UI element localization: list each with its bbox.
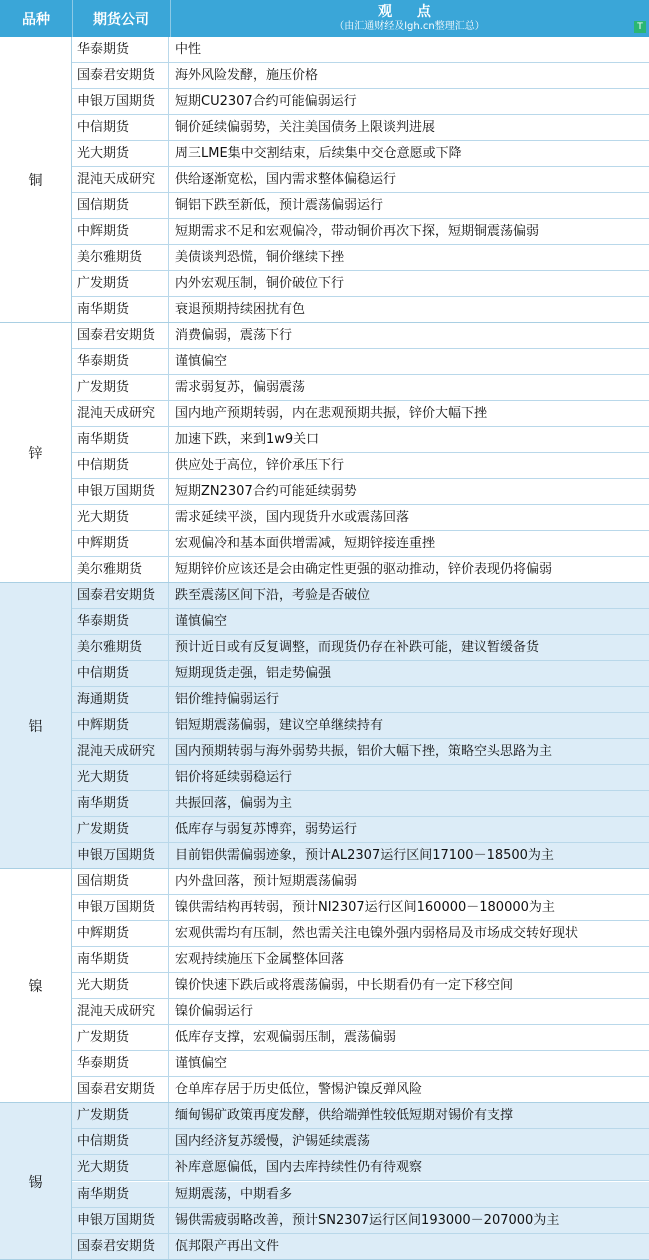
table-row — [72, 609, 649, 635]
variety-group — [0, 37, 649, 323]
view-cell: 镍价偏弱运行 — [175, 1004, 254, 1019]
company-cell: 申银万国期货 — [72, 843, 169, 868]
table-row — [72, 245, 649, 271]
table-row — [72, 89, 649, 115]
table-row — [72, 1051, 649, 1077]
company-cell: 中信期货 — [72, 453, 169, 478]
company-cell: 国信期货 — [72, 869, 169, 894]
table-row — [72, 1182, 649, 1208]
table-row — [72, 167, 649, 193]
company-cell: 中辉期货 — [72, 921, 169, 946]
table-row — [72, 1129, 649, 1155]
view-cell: 铜铝下跌至新低，预计震荡偏弱运行 — [175, 198, 384, 213]
company-cell: 光大期货 — [72, 973, 169, 998]
variety-cell: 锡 — [0, 1103, 72, 1260]
company-cell: 广发期货 — [72, 1103, 169, 1128]
table-row — [72, 479, 649, 505]
company-cell: 南华期货 — [72, 791, 169, 816]
company-cell: 国泰君安期货 — [72, 323, 169, 348]
company-cell: 南华期货 — [72, 297, 169, 322]
table-row — [72, 635, 649, 661]
header-view-source: （由汇通财经及lgh.cn整理汇总） — [334, 21, 485, 32]
variety-group — [0, 323, 649, 583]
table-row — [72, 791, 649, 817]
view-cell: 内外宏观压制，铜价破位下行 — [175, 276, 345, 291]
variety-cell: 镍 — [0, 869, 72, 1103]
variety-cell: 铝 — [0, 583, 72, 869]
table-row — [72, 505, 649, 531]
company-cell: 国泰君安期货 — [72, 1234, 169, 1259]
view-cell: 海外风险发酵，施压价格 — [175, 68, 319, 83]
view-cell: 短期锌价应该还是会由确定性更强的驱动推动，锌价表现仍将偏弱 — [175, 562, 553, 577]
company-cell: 华泰期货 — [72, 37, 169, 62]
view-cell: 缅甸锡矿政策再度发酵，供给端弹性较低短期对锡价有支撑 — [175, 1108, 514, 1123]
view-cell: 谨慎偏空 — [175, 1056, 228, 1071]
table-row — [72, 661, 649, 687]
view-cell: 跌至震荡区间下沿，考验是否破位 — [175, 588, 371, 603]
view-cell: 加速下跌，来到1w9关口 — [175, 432, 320, 447]
header-view — [170, 0, 649, 37]
table-row — [72, 63, 649, 89]
company-cell: 申银万国期货 — [72, 479, 169, 504]
view-cell: 美债谈判恐慌，铜价继续下挫 — [175, 250, 345, 265]
view-cell: 镍价快速下跌后或将震荡偏弱，中长期看仍有一定下移空间 — [175, 978, 514, 993]
view-cell: 供给逐渐宽松，国内需求整体偏稳运行 — [175, 172, 397, 187]
table-row — [72, 947, 649, 973]
table-row — [72, 895, 649, 921]
company-cell: 混沌天成研究 — [72, 999, 169, 1024]
view-cell: 需求延续平淡，国内现货升水或震荡回落 — [175, 510, 410, 525]
company-cell: 美尔雅期货 — [72, 557, 169, 582]
view-cell: 低库存与弱复苏博弈，弱势运行 — [175, 822, 358, 837]
table-row — [72, 375, 649, 401]
view-cell: 短期现货走强，铝走势偏强 — [175, 666, 332, 681]
company-cell: 中辉期货 — [72, 531, 169, 556]
table-row — [72, 531, 649, 557]
table-row — [72, 271, 649, 297]
company-cell: 国泰君安期货 — [72, 63, 169, 88]
table-row — [72, 297, 649, 323]
company-cell: 申银万国期货 — [72, 89, 169, 114]
table-row — [72, 817, 649, 843]
view-cell: 谨慎偏空 — [175, 354, 228, 369]
table-row — [72, 713, 649, 739]
view-cell: 低库存支撑，宏观偏弱压制，震荡偏弱 — [175, 1030, 397, 1045]
company-cell: 光大期货 — [72, 141, 169, 166]
view-cell: 佤邦限产再出文件 — [175, 1238, 280, 1254]
table-row — [72, 323, 649, 349]
company-cell: 光大期货 — [72, 765, 169, 790]
view-cell: 内外盘回落，预计短期震荡偏弱 — [175, 874, 358, 889]
table-row — [72, 869, 649, 895]
table-row — [72, 583, 649, 609]
company-cell: 混沌天成研究 — [72, 739, 169, 764]
view-cell: 衰退预期持续困扰有色 — [175, 302, 306, 317]
variety-group — [0, 583, 649, 869]
table-row — [72, 1077, 649, 1103]
company-cell: 中信期货 — [72, 1129, 169, 1154]
filter-badge-icon[interactable]: T — [634, 21, 646, 33]
view-cell: 共振回落，偏弱为主 — [175, 796, 293, 811]
view-cell: 宏观供需均有压制，然也需关注电镍外强内弱格局及市场成交转好现状 — [175, 926, 579, 941]
view-cell: 国内地产预期转弱，内在悲观预期共振，锌价大幅下挫 — [175, 406, 488, 421]
view-cell: 铝短期震荡偏弱，建议空单继续持有 — [175, 718, 384, 733]
table-row — [72, 921, 649, 947]
company-cell: 华泰期货 — [72, 349, 169, 374]
company-cell: 广发期货 — [72, 271, 169, 296]
company-cell: 中信期货 — [72, 115, 169, 140]
view-cell: 仓单库存居于历史低位，警惕沪镍反弹风险 — [175, 1082, 423, 1097]
company-cell: 国泰君安期货 — [72, 583, 169, 608]
company-cell: 美尔雅期货 — [72, 635, 169, 660]
view-cell: 镍供需结构再转弱，预计NI2307运行区间160000－180000为主 — [175, 900, 555, 915]
view-cell: 周三LME集中交割结束，后续集中交仓意愿或下降 — [175, 146, 462, 161]
table-row — [72, 999, 649, 1025]
view-cell: 宏观偏冷和基本面供增需减，短期锌接连重挫 — [175, 536, 436, 551]
view-cell: 宏观持续施压下金属整体回落 — [175, 952, 345, 967]
company-cell: 海通期货 — [72, 687, 169, 712]
company-cell: 南华期货 — [72, 1182, 169, 1207]
company-cell: 国信期货 — [72, 193, 169, 218]
company-cell: 混沌天成研究 — [72, 401, 169, 426]
company-cell: 华泰期货 — [72, 1051, 169, 1076]
view-cell: 谨慎偏空 — [175, 614, 228, 629]
table-row — [72, 687, 649, 713]
company-cell: 中信期货 — [72, 661, 169, 686]
table-row — [72, 1103, 649, 1129]
view-cell: 短期震荡，中期看多 — [175, 1186, 293, 1202]
company-cell: 国泰君安期货 — [72, 1077, 169, 1102]
table-row — [72, 739, 649, 765]
table-row — [72, 37, 649, 63]
company-cell: 中辉期货 — [72, 713, 169, 738]
view-cell: 铝价将延续弱稳运行 — [175, 770, 293, 785]
table-row — [72, 973, 649, 999]
view-cell: 铜价延续偏弱势，关注美国债务上限谈判进展 — [175, 120, 436, 135]
table-row — [72, 219, 649, 245]
view-cell: 目前铝供需偏弱迹象，预计AL2307运行区间17100－18500为主 — [175, 848, 554, 863]
variety-cell: 锌 — [0, 323, 72, 583]
view-cell: 锡供需疲弱略改善，预计SN2307运行区间193000－207000为主 — [175, 1212, 560, 1228]
view-cell: 中性 — [175, 42, 202, 57]
company-cell: 申银万国期货 — [72, 1208, 169, 1233]
table-header — [0, 0, 649, 37]
table-row — [72, 427, 649, 453]
company-cell: 申银万国期货 — [72, 895, 169, 920]
company-cell: 中辉期货 — [72, 219, 169, 244]
company-cell: 华泰期货 — [72, 609, 169, 634]
company-cell: 光大期货 — [72, 505, 169, 530]
header-view-title: 观 点 — [378, 4, 441, 20]
table-row — [72, 141, 649, 167]
table-row — [72, 115, 649, 141]
view-cell: 短期CU2307合约可能偏弱运行 — [175, 94, 357, 109]
table-row — [72, 1208, 649, 1234]
company-cell: 混沌天成研究 — [72, 167, 169, 192]
view-cell: 预计近日或有反复调整，而现货仍存在补跌可能，建议暂缓备货 — [175, 640, 540, 655]
view-cell: 短期需求不足和宏观偏冷，带动铜价再次下探，短期铜震荡偏弱 — [175, 224, 540, 239]
view-cell: 消费偏弱，震荡下行 — [175, 328, 293, 343]
table-row — [72, 557, 649, 583]
company-cell: 美尔雅期货 — [72, 245, 169, 270]
company-cell: 光大期货 — [72, 1155, 169, 1180]
company-cell: 南华期货 — [72, 427, 169, 452]
view-cell: 国内预期转弱与海外弱势共振，铝价大幅下挫，策略空头思路为主 — [175, 744, 553, 759]
company-cell: 南华期货 — [72, 947, 169, 972]
variety-cell: 铜 — [0, 37, 72, 323]
view-cell: 国内经济复苏缓慢，沪锡延续震荡 — [175, 1134, 371, 1150]
table-row — [72, 349, 649, 375]
table-row — [72, 843, 649, 869]
header-company: 期货公司 — [93, 11, 149, 28]
table-row — [72, 1234, 649, 1260]
view-cell: 供应处于高位，锌价承压下行 — [175, 458, 345, 473]
view-cell: 补库意愿偏低，国内去库持续性仍有待观察 — [175, 1160, 423, 1176]
table-row — [72, 765, 649, 791]
table-row — [72, 1025, 649, 1051]
company-cell: 广发期货 — [72, 817, 169, 842]
table-row — [72, 1155, 649, 1181]
company-cell: 广发期货 — [72, 1025, 169, 1050]
header-variety: 品种 — [22, 11, 50, 28]
table-row — [72, 401, 649, 427]
company-cell: 广发期货 — [72, 375, 169, 400]
view-cell: 铝价维持偏弱运行 — [175, 692, 280, 707]
view-cell: 短期ZN2307合约可能延续弱势 — [175, 484, 357, 499]
table-row — [72, 453, 649, 479]
variety-group — [0, 1103, 649, 1260]
variety-group — [0, 869, 649, 1103]
table-row — [72, 193, 649, 219]
view-cell: 需求弱复苏，偏弱震荡 — [175, 380, 306, 395]
